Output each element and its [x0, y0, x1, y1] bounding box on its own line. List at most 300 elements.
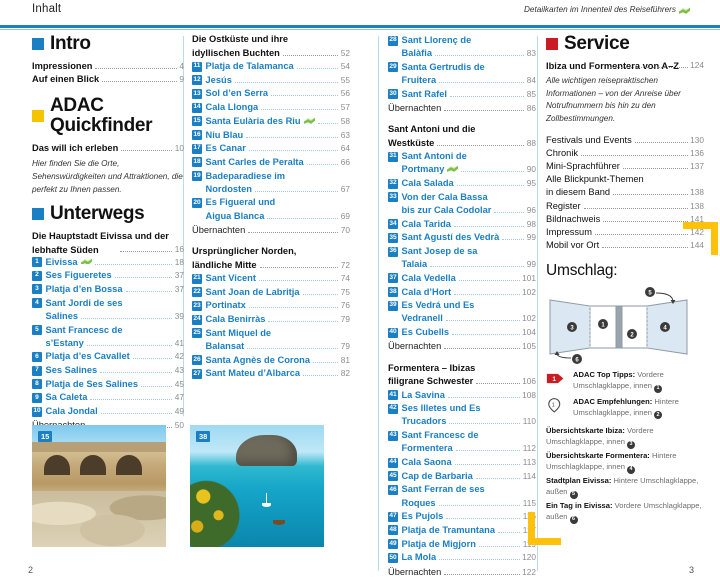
section-heading-intro — [32, 34, 184, 54]
toc-entry-auf-einen-blick[interactable] — [32, 73, 184, 86]
leader-dots — [581, 155, 688, 156]
poi-label: Sant Jordi de ses — [45, 297, 123, 308]
group-title-page-row[interactable] — [192, 47, 350, 60]
poi-label: Platja de Migjorn — [401, 538, 476, 549]
leader-dots — [456, 450, 521, 451]
leader-dots — [246, 137, 338, 138]
poi-number-badge: 34 — [388, 219, 398, 229]
toc-poi-entry[interactable] — [388, 272, 536, 285]
poi-body — [402, 150, 537, 176]
pin-outline-marker-icon — [546, 397, 568, 414]
leader-dots — [455, 464, 521, 465]
leader-dots — [318, 123, 339, 124]
bridge-deck — [32, 442, 166, 452]
photo-badge: 38 — [196, 431, 210, 442]
leader-dots — [268, 321, 338, 322]
poi-page: 102 — [522, 286, 536, 297]
leader-dots — [260, 267, 339, 268]
photo-stone-bridge[interactable] — [32, 425, 166, 547]
toc-poi-entry[interactable] — [388, 231, 536, 244]
poi-body — [402, 34, 537, 60]
poi-number-badge: 10 — [32, 407, 42, 417]
poi-label-line — [402, 191, 537, 204]
leader-dots — [102, 81, 177, 82]
leader-dots — [235, 82, 338, 83]
rock-island — [236, 435, 298, 467]
toc-poi-entry[interactable] — [192, 367, 350, 380]
yellow-corner-bracket-bottom-left — [528, 512, 561, 545]
small-boat — [273, 520, 285, 525]
poi-label-line — [46, 378, 185, 391]
poi-label-line — [402, 34, 537, 47]
poi-page: 84 — [526, 75, 536, 86]
poi-label-line — [206, 115, 351, 128]
map-bold: Ein Tag in Eivissa: — [546, 500, 613, 510]
toc-poi-entry[interactable] — [388, 150, 536, 176]
toc-poi-entry[interactable] — [192, 327, 350, 353]
umschlag-legend-row — [546, 397, 704, 419]
toc-poi-entry[interactable] — [388, 34, 536, 60]
toc-poi-entry[interactable] — [388, 510, 536, 523]
toc-poi-entry[interactable] — [192, 87, 350, 100]
poi-label: Sa Caleta — [45, 392, 88, 403]
entry-page: 105 — [522, 341, 536, 352]
group-title-page-row[interactable] — [192, 259, 350, 272]
leader-dots — [133, 358, 173, 359]
poi-number-badge: 21 — [192, 274, 202, 284]
toc-poi-entry[interactable] — [192, 272, 350, 285]
toc-poi-entry[interactable] — [388, 483, 536, 509]
poi-label: Es Figueral und — [205, 197, 276, 208]
toc-poi-entry[interactable] — [388, 402, 536, 428]
leader-dots — [249, 307, 338, 308]
toc-poi-entry[interactable] — [192, 170, 350, 196]
poi-number-badge: 29 — [388, 62, 398, 72]
poi-body — [402, 191, 537, 217]
poi-page: 90 — [526, 164, 536, 175]
entry-page: 136 — [690, 147, 704, 158]
poi-body — [46, 283, 185, 296]
toc-poi-entry[interactable] — [32, 269, 184, 282]
svg-text:5: 5 — [648, 290, 652, 297]
leader-dots — [476, 478, 520, 479]
poi-number-badge: 28 — [388, 36, 398, 46]
toc-poi-entry[interactable] — [192, 74, 350, 87]
umschlag-legend-row — [546, 370, 704, 392]
poi-body — [46, 297, 185, 323]
leader-dots — [449, 423, 520, 424]
poi-page: 95 — [526, 178, 536, 189]
service-entry[interactable] — [546, 134, 704, 147]
toc-entry-uebernachten[interactable] — [388, 340, 536, 353]
group-title-page-row[interactable] — [388, 137, 536, 150]
toc-poi-entry[interactable] — [388, 177, 536, 190]
entry-page: 138 — [690, 200, 704, 211]
leader-dots — [249, 150, 338, 151]
poi-number-badge: 36 — [388, 247, 398, 257]
poi-label: Sant Antoni de — [401, 151, 467, 162]
section-heading-adac-quickfinder — [32, 96, 184, 136]
poi-label-line — [46, 269, 185, 282]
leader-dots — [623, 168, 688, 169]
poi-body — [402, 524, 537, 537]
poi-page: 39 — [174, 310, 184, 321]
poi-label: Platja d’en Bossa — [45, 283, 123, 294]
group-title: Die Hauptstadt Eivissa und der lebhafte Süden — [32, 231, 169, 255]
map-ref-badge: 3 — [627, 441, 635, 449]
poi-label-line — [46, 297, 185, 310]
toc-poi-entry[interactable] — [32, 378, 184, 391]
entry-label: Übernachten — [388, 341, 442, 352]
poi-label-line — [402, 429, 537, 442]
leader-dots — [313, 362, 338, 363]
poi-label-line — [206, 196, 351, 209]
leader-dots — [479, 546, 520, 547]
toc-poi-entry[interactable] — [192, 196, 350, 222]
poi-page: 102 — [522, 313, 536, 324]
poi-page: 67 — [340, 183, 350, 194]
map-ref-badge: 4 — [627, 466, 635, 474]
svg-text:6: 6 — [575, 357, 579, 364]
poi-label: Cala Llonga — [205, 102, 259, 113]
poi-label-line — [402, 88, 537, 101]
toc-poi-entry[interactable] — [32, 324, 184, 350]
poi-number-badge: 26 — [192, 355, 202, 365]
leader-dots — [303, 375, 338, 376]
entry-page: 4 — [179, 60, 184, 71]
toc-poi-entry[interactable] — [388, 286, 536, 299]
poi-label: Es Vedrá und Es — [401, 300, 475, 311]
poi-page: 75 — [340, 286, 350, 297]
poi-label: Balàfia — [401, 48, 432, 59]
poi-label: Cala d’Hort — [401, 286, 452, 297]
toc-entry-uebernachten[interactable] — [192, 224, 350, 237]
poi-label-line-2 — [402, 204, 537, 217]
leader-dots — [603, 221, 687, 222]
yellow-corner-bracket-top-right — [683, 222, 718, 255]
leader-dots — [498, 532, 520, 533]
toc-poi-entry[interactable] — [388, 61, 536, 87]
header-note-text: Detailkarten im Innenteil des Reiseführers — [524, 5, 676, 14]
toc-entry-uebernachten[interactable] — [388, 102, 536, 115]
service-entry[interactable] — [546, 200, 704, 213]
poi-label-line — [402, 150, 537, 163]
poi-body — [206, 170, 351, 196]
legend-text: ADAC Top Tipps: Vordere Umschlagklappe, innen 1 — [573, 370, 664, 392]
poi-label: Platja de Tramuntana — [401, 524, 496, 535]
service-entry[interactable] — [546, 239, 704, 252]
group-title-row[interactable] — [32, 230, 184, 256]
poi-label: Vedranell — [401, 313, 443, 324]
toc-poi-entry[interactable] — [388, 429, 536, 455]
group-title[interactable]: Ursprünglicher Norden, — [192, 246, 297, 257]
poi-page: 120 — [522, 552, 536, 563]
poi-number-badge: 31 — [388, 152, 398, 162]
leader-dots — [613, 194, 688, 195]
section-title: ADAC Quickfinder — [50, 95, 153, 137]
poi-label: Fruitera — [401, 75, 437, 86]
umschlag-map-row[interactable]: Übersichtskarte Ibiza: Vordere Umschlagklappe, innen 3 — [546, 426, 654, 448]
toc-poi-entry[interactable] — [32, 350, 184, 363]
toc-poi-entry[interactable] — [388, 245, 536, 271]
poi-label: Es Cubells — [401, 327, 450, 338]
toc-poi-entry[interactable] — [32, 256, 184, 269]
group-title[interactable]: Sant Antoni und die — [388, 124, 476, 135]
poi-label-line — [206, 142, 351, 155]
poi-body — [206, 142, 351, 155]
leader-dots — [307, 164, 339, 165]
column-divider-3 — [537, 36, 538, 571]
poi-number-badge: 8 — [32, 379, 42, 389]
poi-label: Santa Gertrudis de — [401, 61, 485, 72]
poi-label: Niu Blau — [205, 129, 244, 140]
leader-dots — [602, 247, 687, 248]
leader-dots — [303, 294, 339, 295]
toc-poi-entry[interactable] — [192, 299, 350, 312]
umschlag-map-row[interactable]: Übersichtskarte Formentera: Hintere Umschlagklappe, innen 4 — [546, 451, 677, 473]
poi-label: Sant Agustí des Vedrà — [401, 232, 500, 243]
poi-label-line — [46, 350, 185, 363]
poi-label: Sant Miquel de — [205, 327, 272, 338]
poi-number-badge: 39 — [388, 301, 398, 311]
leader-dots — [81, 318, 172, 319]
group-title-page-row[interactable] — [388, 375, 536, 388]
toc-poi-entry[interactable] — [192, 115, 350, 128]
poi-page: 54 — [340, 61, 350, 72]
group-title[interactable]: Die Ostküste und ihre — [192, 34, 289, 44]
umschlag-map-list — [546, 425, 704, 523]
poi-label-line — [46, 405, 185, 418]
service-entry[interactable] — [546, 226, 704, 239]
section-title: Intro — [50, 33, 91, 54]
poi-number-badge: 2 — [32, 271, 42, 281]
poi-page: 99 — [526, 232, 536, 243]
service-entry[interactable] — [546, 160, 704, 173]
poi-page: 57 — [340, 102, 350, 113]
leader-dots — [267, 218, 338, 219]
poi-label: Cala Jondal — [45, 406, 98, 417]
poi-label-line — [402, 510, 537, 523]
group-title[interactable]: Formentera – Ibizas — [388, 362, 476, 373]
yellow-square-icon — [32, 110, 44, 122]
toc-poi-entry[interactable] — [388, 524, 536, 537]
group-hauptstadt-eivissa — [32, 230, 184, 432]
page-title: Inhalt — [32, 3, 62, 15]
red-arrow-marker-icon — [546, 370, 568, 387]
toc-poi-entry[interactable] — [388, 389, 536, 402]
poi-page: 69 — [340, 210, 350, 221]
section-title: Service — [564, 33, 630, 54]
group-page: 52 — [340, 47, 350, 58]
leader-dots — [255, 191, 338, 192]
poi-label: Cala Vedella — [401, 272, 456, 283]
service-entry[interactable] — [546, 213, 704, 226]
toc-poi-entry[interactable] — [192, 313, 350, 326]
toc-group — [192, 34, 350, 237]
poi-body — [402, 272, 537, 285]
entry-label: Übernachten — [388, 566, 442, 577]
service-entry-cont[interactable] — [546, 186, 704, 199]
toc-poi-entry[interactable] — [32, 297, 184, 323]
poi-body — [206, 327, 351, 353]
svg-text:1: 1 — [552, 376, 556, 384]
poi-label-line — [402, 286, 537, 299]
poi-label-line — [46, 283, 185, 296]
group-title-cont: Westküste — [388, 138, 435, 149]
toc-entry-das-will-ich-erleben[interactable] — [32, 142, 184, 155]
poi-page: 96 — [526, 204, 536, 215]
toc-poi-entry[interactable] — [388, 88, 536, 101]
poi-page: 114 — [522, 470, 536, 481]
toc-poi-entry[interactable] — [192, 129, 350, 142]
folded-map-icon — [81, 257, 92, 265]
toc-poi-entry[interactable] — [388, 538, 536, 551]
toc-poi-entry[interactable] — [32, 391, 184, 404]
poi-label-line-2 — [46, 337, 185, 350]
poi-label: Portmany — [401, 164, 445, 175]
toc-poi-entry[interactable] — [192, 156, 350, 169]
header-rule-thin — [0, 29, 720, 30]
poi-page: 63 — [340, 129, 350, 140]
poi-page: 55 — [340, 74, 350, 85]
entry-label: Impressionen — [32, 60, 93, 71]
poi-label: Santa Agnès de Corona — [205, 354, 311, 365]
poi-page: 79 — [340, 341, 350, 352]
poi-number-badge: 20 — [192, 198, 202, 208]
leader-dots — [454, 294, 520, 295]
poi-label-line — [46, 256, 185, 269]
poi-label-line — [46, 391, 185, 404]
toc-poi-entry[interactable] — [192, 101, 350, 114]
poi-number-badge: 11 — [192, 62, 202, 72]
poi-label-line-2 — [402, 497, 537, 510]
poi-label: Balansat — [205, 341, 245, 352]
poi-label-line-2 — [402, 258, 537, 271]
poi-label: Cala Tarida — [401, 218, 451, 229]
poi-number-badge: 24 — [192, 315, 202, 325]
poi-page: 37 — [174, 270, 184, 281]
entry-label: Auf einen Blick — [32, 74, 100, 85]
toc-poi-entry[interactable] — [388, 551, 536, 564]
service-entry[interactable] — [546, 173, 704, 186]
poi-page: 56 — [340, 88, 350, 99]
toc-group — [388, 124, 536, 353]
poi-number-badge: 38 — [388, 287, 398, 297]
poi-number-badge: 42 — [388, 404, 398, 414]
umschlag-map-row[interactable]: Stadtplan Eivissa: Hintere Umschlagklappe, außen 5 — [546, 475, 699, 498]
toc-poi-entry[interactable] — [32, 405, 184, 418]
map-bold: Stadtplan Eivissa: — [546, 475, 612, 485]
toc-poi-entry[interactable] — [388, 191, 536, 217]
entry-page: 124 — [690, 60, 704, 71]
toc-poi-entry[interactable] — [32, 364, 184, 377]
entry-label: Chronik — [546, 147, 579, 158]
poi-body — [206, 367, 351, 380]
toc-entry-uebernachten[interactable] — [388, 566, 536, 579]
leader-dots — [595, 234, 688, 235]
poi-label-line — [206, 272, 351, 285]
page-header — [0, 0, 720, 26]
leader-dots — [247, 348, 338, 349]
poi-label: La Mola — [401, 552, 437, 563]
poi-page: 104 — [522, 327, 536, 338]
poi-label-line — [402, 456, 537, 469]
toc-poi-entry[interactable] — [192, 60, 350, 73]
entry-label: in diesem Band — [546, 187, 611, 198]
leader-dots — [141, 386, 172, 387]
toc-poi-entry[interactable] — [388, 456, 536, 469]
leader-dots — [461, 171, 524, 172]
poi-label-line — [402, 470, 537, 483]
map-ref-badge: 6 — [570, 516, 578, 524]
poi-label-line-2 — [402, 163, 537, 176]
poi-label: Badeparadiese im — [205, 170, 286, 181]
poi-label-line — [206, 60, 351, 73]
toc-poi-entry[interactable] — [388, 218, 536, 231]
poi-label-line — [402, 402, 537, 415]
umschlag-map-row[interactable]: Ein Tag in Eivissa: Vordere Umschlagklappe, außen 6 — [546, 500, 702, 522]
poi-body — [206, 286, 351, 299]
poi-number-badge: 6 — [32, 352, 42, 362]
poi-body — [402, 61, 537, 87]
poi-label-line — [402, 61, 537, 74]
quickfinder-note: Hier finden Sie die Orte, Sehenswürdigkeiten und Attraktionen, die perfekt zu Ihnen passen. — [32, 159, 183, 194]
poi-page: 82 — [340, 368, 350, 379]
entry-page: 130 — [690, 134, 704, 145]
leader-dots — [439, 82, 524, 83]
toc-poi-entry[interactable] — [192, 286, 350, 299]
poi-label: Sant Ferran de ses — [401, 484, 485, 495]
toc-poi-entry[interactable] — [388, 470, 536, 483]
poi-label-line — [402, 483, 537, 496]
leader-dots — [248, 232, 338, 233]
poi-number-badge: 41 — [388, 390, 398, 400]
service-entry[interactable] — [546, 147, 704, 160]
entry-page: 10 — [174, 143, 184, 154]
poi-page: 112 — [522, 443, 536, 454]
photo-es-vedra-bay[interactable] — [190, 425, 324, 547]
poi-body — [402, 538, 537, 551]
poi-label: Sant Carles de Peralta — [205, 156, 304, 167]
toc-poi-entry[interactable] — [192, 354, 350, 367]
poi-number-badge: 49 — [388, 539, 398, 549]
entry-label: Ibiza und Formentera von A–Z — [546, 60, 679, 71]
toc-entry-impressionen[interactable] — [32, 60, 184, 73]
poi-body — [402, 299, 537, 325]
poi-label: Ses Salines — [45, 365, 98, 376]
poi-label-line-2 — [402, 74, 537, 87]
toc-poi-entry[interactable] — [388, 326, 536, 339]
entry-label: Übernachten — [192, 224, 246, 235]
poi-label: Sant Mateu d’Albarca — [205, 368, 301, 379]
poi-page: 101 — [522, 272, 536, 283]
poi-body — [206, 196, 351, 222]
poi-label: Nordosten — [205, 183, 252, 194]
service-entry-list — [546, 134, 704, 253]
poi-body — [402, 218, 537, 231]
poi-body — [46, 324, 185, 350]
entry-page: 138 — [690, 187, 704, 198]
poi-label-line-2 — [206, 183, 351, 196]
toc-poi-entry[interactable] — [388, 299, 536, 325]
poi-label: Platja de Ses Salines — [45, 378, 139, 389]
poi-body — [46, 256, 185, 269]
poi-number-badge: 48 — [388, 525, 398, 535]
toc-poi-entry[interactable] — [192, 142, 350, 155]
entry-page: 137 — [690, 161, 704, 172]
toc-poi-entry[interactable] — [32, 283, 184, 296]
poi-page: 79 — [340, 314, 350, 325]
